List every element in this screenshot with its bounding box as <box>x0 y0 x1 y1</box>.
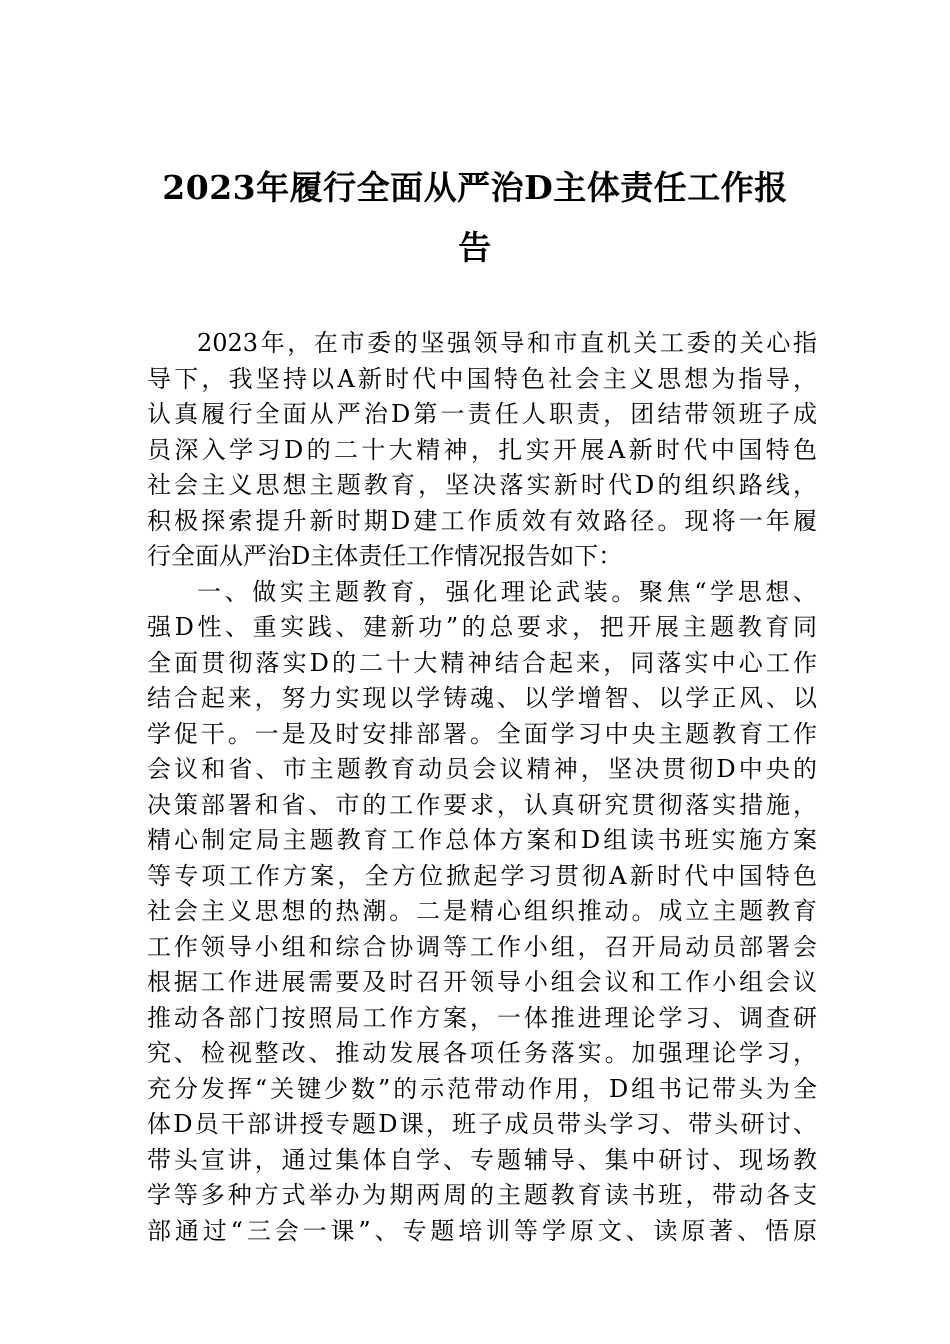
body-text-line: 决策部署和省、市的工作要求，认真研究贯彻落实措施， <box>147 790 817 819</box>
body-text-line: 员深入学习D的二十大精神，扎实开展A新时代中国特色 <box>147 435 817 464</box>
title-line-2: 告 <box>458 228 492 267</box>
body-text-line: 导下，我坚持以A新时代中国特色社会主义思想为指导， <box>147 364 817 393</box>
body-text-line: 部通过“三会一课”、专题培训等学原文、读原著、悟原 <box>147 1216 817 1245</box>
title-line-1: 2023年履行全面从严治D主体责任工作报 <box>162 168 788 207</box>
body-text-line: 2023年，在市委的坚强领导和市直机关工委的关心指 <box>197 329 817 357</box>
body-text-line: 推动各部门按照局工作方案，一体推进理论学习、调查研 <box>147 1003 817 1032</box>
body-text-line: 社会主义思想主题教育，坚决落实新时代D的组织路线， <box>147 471 817 499</box>
document-body <box>147 326 817 1249</box>
body-text-line: 会议和省、市主题教育动员会议精神，坚决贯彻D中央的 <box>147 755 817 783</box>
body-text-line: 全面贯彻落实D的二十大精神结合起来，同落实中心工作 <box>147 648 817 677</box>
body-text-line: 体D员干部讲授专题D课，班子成员带头学习、带头研讨、 <box>147 1110 817 1138</box>
body-text-line: 充分发挥“关键少数”的示范带动作用，D组书记带头为全 <box>147 1074 817 1103</box>
body-text-line: 行全面从严治D主体责任工作情况报告如下： <box>147 542 623 570</box>
body-text-line: 根据工作进展需要及时召开领导小组会议和工作小组会议 <box>147 968 817 996</box>
body-text-line: 强D性、重实践、建新功”的总要求，把开展主题教育同 <box>147 613 817 641</box>
body-text-line: 积极探索提升新时期D建工作质效有效路径。现将一年履 <box>147 506 817 535</box>
body-text-line: 一、做实主题教育，强化理论武装。聚焦“学思想、 <box>197 577 817 606</box>
body-text-line: 结合起来，努力实现以学铸魂、以学增智、以学正风、以 <box>147 684 817 712</box>
body-text-line: 等专项工作方案，全方位掀起学习贯彻A新时代中国特色 <box>147 861 817 890</box>
body-text-line: 学等多种方式举办为期两周的主题教育读书班，带动各支 <box>147 1181 817 1209</box>
body-text-line: 带头宣讲，通过集体自学、专题辅导、集中研讨、现场教 <box>147 1145 817 1174</box>
body-text-line: 认真履行全面从严治D第一责任人职责，团结带领班子成 <box>147 400 817 428</box>
body-text-line: 社会主义思想的热潮。二是精心组织推动。成立主题教育 <box>147 897 817 925</box>
body-text-line: 学促干。一是及时安排部署。全面学习中央主题教育工作 <box>147 719 817 748</box>
body-text-line: 工作领导小组和综合协调等工作小组，召开局动员部署会 <box>147 932 817 961</box>
document-title <box>130 158 820 278</box>
body-text-line: 精心制定局主题教育工作总体方案和D组读书班实施方案 <box>147 826 817 854</box>
body-text-line: 究、检视整改、推动发展各项任务落实。加强理论学习， <box>147 1039 817 1067</box>
